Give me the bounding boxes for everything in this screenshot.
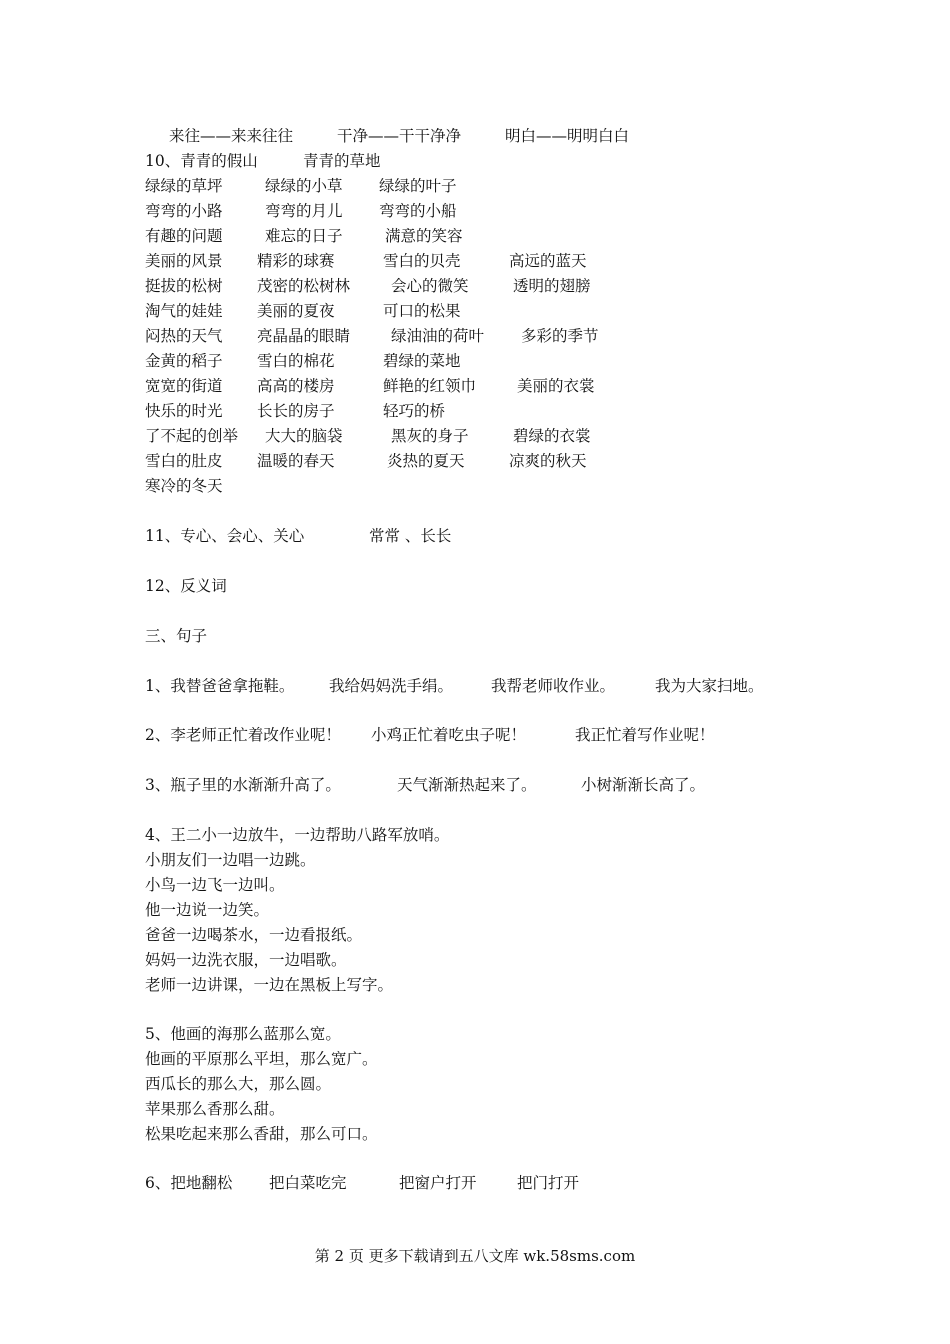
text-segment: 满意的笑容 [385, 227, 463, 245]
text-segment: 弯弯的月儿 [265, 202, 343, 220]
text-segment: 我为大家扫地。 [655, 677, 764, 695]
text-segment: 高高的楼房 [257, 377, 335, 395]
text-segment: 炎热的夏天 [387, 452, 465, 470]
text-segment: 金黄的稻子 [145, 352, 223, 370]
text-segment: 西瓜长的那么大，那么圆。 [145, 1075, 332, 1093]
text-segment: 10、青青的假山 [145, 152, 258, 170]
text-segment: 妈妈一边洗衣服，一边唱歌。 [145, 951, 347, 969]
text-segment: 小鸡正忙着吃虫子呢！ [371, 726, 527, 744]
text-segment: 美丽的夏夜 [257, 302, 335, 320]
text-segment: 闷热的天气 [145, 327, 223, 345]
text-segment: 爸爸一边喝茶水，一边看报纸。 [145, 926, 363, 944]
text-segment: 绿绿的小草 [265, 177, 343, 195]
text-segment: 把白菜吃完 [269, 1174, 347, 1192]
text-segment: 苹果那么香那么甜。 [145, 1100, 285, 1118]
text-segment: 温暖的春天 [257, 452, 335, 470]
text-segment: 弯弯的小船 [379, 202, 457, 220]
text-segment: 碧绿的衣裳 [513, 427, 591, 445]
text-segment: 小朋友们一边唱一边跳。 [145, 851, 316, 869]
text-segment: 常常 、长长 [369, 527, 452, 545]
text-segment: 我正忙着写作业呢！ [575, 726, 715, 744]
text-segment: 淘气的娃娃 [145, 302, 223, 320]
text-segment: 大大的脑袋 [265, 427, 343, 445]
text-segment: 干净——干干净净 [337, 127, 462, 145]
text-segment: 天气渐渐热起来了。 [397, 776, 537, 794]
text-segment: 美丽的风景 [145, 252, 223, 270]
text-segment: 了不起的创举 [145, 427, 239, 445]
text-segment: 宽宽的街道 [145, 377, 223, 395]
text-segment: 小树渐渐长高了。 [581, 776, 706, 794]
text-segment: 12、反义词 [145, 577, 227, 595]
text-segment: 透明的翅膀 [513, 277, 591, 295]
text-segment: 绿油油的荷叶 [391, 327, 485, 345]
text-segment: 2、李老师正忙着改作业呢！ [145, 726, 341, 744]
text-segment: 5、他画的海那么蓝那么宽。 [145, 1025, 341, 1043]
text-segment: 明白——明明白白 [505, 127, 630, 145]
text-segment: 我帮老师收作业。 [491, 677, 616, 695]
text-segment: 绿绿的叶子 [379, 177, 457, 195]
text-segment: 老师一边讲课，一边在黑板上写字。 [145, 976, 394, 994]
text-segment: 1、我替爸爸拿拖鞋。 [145, 677, 295, 695]
text-segment: 难忘的日子 [265, 227, 343, 245]
text-segment: 轻巧的桥 [383, 402, 446, 420]
text-segment: 绿绿的草坪 [145, 177, 223, 195]
text-segment: 有趣的问题 [145, 227, 223, 245]
page-footer: 第 2 页 更多下载请到五八文库 wk.58sms.com [314, 1247, 636, 1265]
text-segment: 挺拔的松树 [145, 277, 223, 295]
text-segment: 把门打开 [517, 1174, 580, 1192]
text-segment: 来往——来来往往 [169, 127, 294, 145]
text-segment: 高远的蓝天 [509, 252, 587, 270]
text-segment: 可口的松果 [383, 302, 461, 320]
text-segment: 茂密的松树林 [257, 277, 351, 295]
text-segment: 会心的微笑 [391, 277, 469, 295]
text-segment: 他画的平原那么平坦，那么宽广。 [145, 1050, 378, 1068]
text-segment: 多彩的季节 [521, 327, 599, 345]
text-segment: 11、专心、会心、关心 [145, 527, 305, 545]
text-segment: 亮晶晶的眼睛 [257, 327, 351, 345]
text-segment: 精彩的球赛 [257, 252, 335, 270]
text-segment: 弯弯的小路 [145, 202, 223, 220]
text-segment: 美丽的衣裳 [517, 377, 595, 395]
text-segment: 长长的房子 [257, 402, 335, 420]
text-segment: 4、王二小一边放牛，一边帮助八路军放哨。 [145, 826, 450, 844]
text-segment: 把窗户打开 [399, 1174, 477, 1192]
text-segment: 碧绿的菜地 [383, 352, 461, 370]
text-segment: 雪白的贝壳 [383, 252, 461, 270]
text-segment: 我给妈妈洗手绢。 [329, 677, 454, 695]
text-segment: 青青的草地 [303, 152, 381, 170]
text-segment: 黑灰的身子 [391, 427, 469, 445]
text-segment: 他一边说一边笑。 [145, 901, 270, 919]
text-segment: 雪白的棉花 [257, 352, 335, 370]
text-segment: 快乐的时光 [145, 402, 223, 420]
text-segment: 小鸟一边飞一边叫。 [145, 876, 285, 894]
text-segment: 鲜艳的红领巾 [383, 377, 477, 395]
text-segment: 寒冷的冬天 [145, 477, 223, 495]
text-segment: 松果吃起来那么香甜，那么可口。 [145, 1125, 378, 1143]
text-segment: 3、瓶子里的水渐渐升高了。 [145, 776, 341, 794]
text-segment: 三、句子 [145, 627, 208, 645]
text-segment: 凉爽的秋天 [509, 452, 587, 470]
text-segment: 雪白的肚皮 [145, 452, 223, 470]
text-segment: 6、把地翻松 [145, 1174, 233, 1192]
